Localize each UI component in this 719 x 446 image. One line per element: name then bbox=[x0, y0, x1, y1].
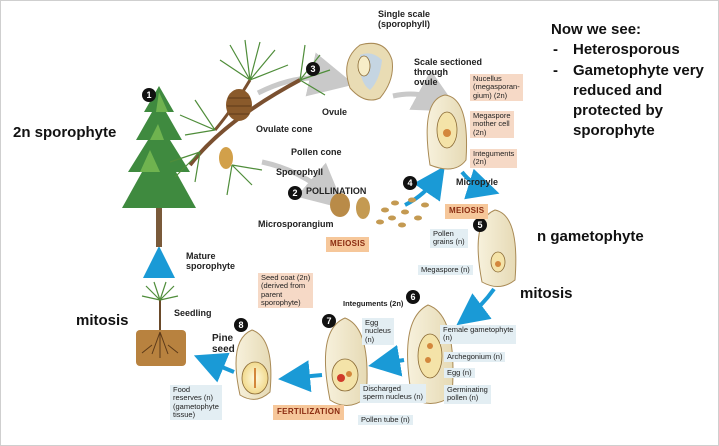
annotation-n-gametophyte: n gametophyte bbox=[537, 228, 644, 245]
tag-meiosis-2: MEIOSIS bbox=[445, 204, 488, 219]
arrow-to-fertilization bbox=[380, 360, 404, 364]
step-2-badge: 2 bbox=[288, 186, 302, 200]
pine-seed-illustration bbox=[236, 330, 271, 399]
notes-item-text: Gametophyte very reduced and protected by sporophyte bbox=[573, 61, 704, 140]
label-megaspore: Megaspore (n) bbox=[418, 265, 473, 275]
label-ovulate-cone: Ovulate cone bbox=[256, 124, 313, 134]
notes-item-text: Heterosporous bbox=[573, 41, 680, 59]
arrow-to-seed bbox=[290, 375, 322, 378]
label-nucellus: Nucellus (megasporan- gium) (2n) bbox=[470, 74, 523, 101]
step-1-badge: 1 bbox=[142, 88, 156, 102]
step-5-badge: 5 bbox=[473, 218, 487, 232]
annotation-mitosis-left: mitosis bbox=[76, 312, 129, 329]
label-discharged-sperm: Discharged sperm nucleus (n) bbox=[360, 384, 426, 403]
ovule-section-illustration bbox=[427, 95, 466, 169]
annotation-2n-sporophyte: 2n sporophyte bbox=[13, 124, 117, 141]
label-scale-sectioned: Scale sectioned through ovule bbox=[414, 57, 483, 87]
step-8-badge: 8 bbox=[234, 318, 248, 332]
notes-list bbox=[551, 40, 711, 141]
arrow-seed-to-seedling bbox=[205, 360, 234, 372]
label-food-reserves: Food reserves (n) (gametophyte tissue) bbox=[170, 385, 222, 420]
notes-heading: Now we see: bbox=[551, 21, 642, 38]
label-microsporangium: Microsporangium bbox=[258, 219, 334, 229]
label-seed-coat: Seed coat (2n) (derived from parent sporophyte) bbox=[258, 273, 313, 308]
label-pollen-cone: Pollen cone bbox=[291, 147, 342, 157]
label-mature-sporophyte: Mature sporophyte bbox=[186, 251, 236, 271]
notes-item: - Heterosporous bbox=[553, 41, 680, 59]
arrow-megaspore-to-gametophyte bbox=[466, 289, 494, 318]
label-germinating-pollen: Germinating pollen (n) bbox=[444, 385, 491, 404]
label-single-scale: Single scale (sporophyll) bbox=[378, 9, 431, 29]
label-ovule: Ovule bbox=[322, 107, 348, 117]
label-egg: Egg (n) bbox=[444, 368, 475, 378]
annotation-mitosis-right: mitosis bbox=[520, 285, 573, 302]
notes-panel bbox=[551, 20, 711, 142]
pollen-sporophyll-illustration bbox=[330, 193, 429, 228]
label-pollination: POLLINATION bbox=[306, 186, 367, 196]
step-4-badge: 4 bbox=[403, 176, 417, 190]
label-integuments-2: Integuments (2n) bbox=[343, 299, 404, 308]
label-pollen-grains: Pollen grains (n) bbox=[430, 229, 468, 248]
tag-fertilization: FERTILIZATION bbox=[273, 405, 344, 420]
step-7-badge: 7 bbox=[322, 314, 336, 328]
label-pine-seed: Pine seed bbox=[212, 333, 235, 355]
label-female-gametophyte: Female gametophyte (n) bbox=[440, 325, 516, 344]
step-3-badge: 3 bbox=[306, 62, 320, 76]
label-integuments: Integuments (2n) bbox=[470, 149, 517, 168]
scale-illustration bbox=[347, 43, 393, 100]
tag-meiosis-1: MEIOSIS bbox=[326, 237, 369, 252]
label-micropyle: Micropyle bbox=[456, 177, 499, 187]
step-6-badge: 6 bbox=[406, 290, 420, 304]
label-pollen-tube: Pollen tube (n) bbox=[358, 415, 413, 425]
seedling-illustration bbox=[136, 282, 186, 366]
label-archegonium: Archegonium (n) bbox=[444, 352, 505, 362]
label-sporophyll: Sporophyll bbox=[276, 167, 323, 177]
notes-item: - Gametophyte very reduced and protected by sporophyte bbox=[553, 61, 704, 140]
label-egg-nucleus: Egg nucleus (n) bbox=[362, 318, 394, 345]
label-seedling: Seedling bbox=[174, 308, 212, 318]
label-megaspore-mother: Megaspore mother cell (2n) bbox=[470, 111, 514, 138]
